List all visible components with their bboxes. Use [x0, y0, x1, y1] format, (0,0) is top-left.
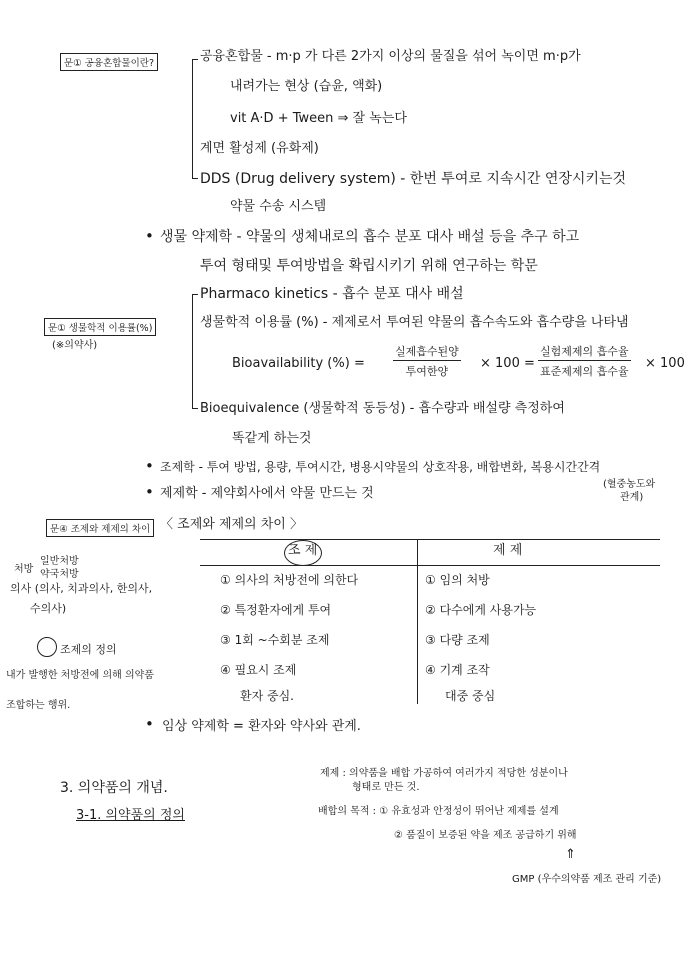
- right-note-arrow: ⇑: [565, 847, 576, 862]
- eutectic-line-4: 계면 활성제 (유화제): [200, 141, 319, 156]
- table-divider: [417, 539, 418, 704]
- pharmacokinetics-line: Pharmaco kinetics - 흡수 분포 대사 배설: [200, 286, 464, 302]
- clinical-pharmacy-line: 임상 약제학 = 환자와 약사와 관계.: [162, 719, 361, 734]
- right-note-1b: 형태로 만든 것.: [352, 782, 420, 793]
- dds-line: DDS (Drug delivery system) - 한번 투여로 지속시간 연장시키는것: [200, 171, 627, 187]
- right-note-1: 제제 : 의약품을 배합 가공하여 여러가지 적당한 성분이나: [320, 768, 568, 779]
- dispensing-line: 조제학 - 투여 방법, 용량, 투여시간, 병용시약물의 상호작용, 배합변화, 복용시간간격: [160, 460, 601, 474]
- formula-times-1: × 100 =: [480, 356, 535, 371]
- margin-note-act-2: 조합하는 행위.: [6, 700, 71, 711]
- margin-note-general: 일반처방: [40, 556, 79, 567]
- table-left-row-5: 환자 중심.: [240, 689, 294, 703]
- dds-line-2: 약물 수송 시스템: [230, 199, 327, 214]
- fraction-2: [538, 343, 631, 379]
- margin-note-vets: 수의사): [30, 602, 67, 615]
- margin-note-prescription: 처방: [14, 564, 34, 575]
- right-note-gmp: GMP (우수의약품 제조 관리 기준): [512, 874, 662, 885]
- margin-note-pharmacy: 약국처방: [40, 569, 79, 580]
- bullet-4: •: [145, 715, 154, 733]
- fraction-2-denominator: 표준제제의 흡수율: [540, 365, 629, 378]
- table-right-row-2: ② 다수에게 사용가능: [425, 603, 537, 617]
- table-left-row-4: ④ 필요시 조제: [220, 663, 297, 677]
- drug-concept-heading: 3. 의약품의 개념.: [60, 780, 168, 796]
- eutectic-line-1: 공융혼합물 - m·p 가 다른 2가지 이상의 물질을 섞어 녹이면 m·p가: [200, 49, 581, 64]
- bullet-1: •: [145, 227, 154, 245]
- right-note-3: ② 품질이 보증된 약을 제조 공급하기 위해: [394, 830, 577, 841]
- fraction-1-denominator: 투여한양: [405, 365, 449, 378]
- fraction-2-numerator: 실험제제의 흡수율: [538, 343, 631, 361]
- bracket-1: [192, 59, 193, 179]
- table-header-formulation: 제 제: [493, 543, 523, 558]
- eutectic-line-2: 내려가는 현상 (습윤, 액화): [230, 79, 383, 94]
- question-box-difference: 문④ 조제와 제제의 차이: [46, 519, 154, 537]
- fraction-1-numerator: 실제흡수된양: [393, 343, 461, 361]
- margin-note-doctors: 의사 (의사, 치과의사, 한의사,: [10, 582, 153, 595]
- question-box-bioavailability: 문① 생물학적 이용률(%): [44, 318, 156, 336]
- bioequivalence-line-2: 똑같게 하는것: [232, 431, 312, 446]
- side-note-1: (혈중농도와: [603, 479, 656, 490]
- formulation-line: 제제학 - 제약회사에서 약물 만드는 것: [160, 486, 374, 501]
- bullet-2: •: [145, 457, 154, 475]
- table-right-row-5: 대중 중심: [445, 689, 496, 703]
- formula-times-2: × 100: [645, 356, 685, 371]
- table-header-rule: [200, 565, 660, 566]
- fraction-1: [393, 343, 461, 379]
- bullet-3: •: [145, 483, 154, 501]
- table-left-row-3: ③ 1회 ~수회분 조제: [220, 633, 330, 647]
- table-right-row-4: ④ 기계 조작: [425, 663, 490, 677]
- table-title: 〈 조제와 제제의 차이 〉: [160, 517, 303, 532]
- right-note-2: 배합의 목적 : ① 유효성과 안정성이 뛰어난 제제를 설계: [318, 806, 559, 817]
- table-right-row-1: ① 임의 처방: [425, 573, 490, 587]
- question-box-eutectic: 문① 공융혼합물이란?: [60, 53, 158, 71]
- table-header-dispensing: 조 제: [288, 543, 318, 558]
- side-note-2: 관계): [620, 492, 644, 503]
- eutectic-line-3: vit A·D + Tween ⇒ 잘 녹는다: [230, 111, 407, 126]
- bioequivalence-line: Bioequivalence (생물학적 동등성) - 흡수량과 배설량 측정하여: [200, 401, 565, 416]
- margin-note-act: 내가 발행한 처방전에 의해 의약품: [6, 670, 154, 681]
- bioavailability-line: 생물학적 이용률 (%) - 제제로서 투여된 약물의 흡수속도와 흡수량을 나타냄: [200, 315, 629, 330]
- biopharm-line-2: 투여 형태및 투여방법을 확립시키기 위해 연구하는 학문: [200, 258, 538, 274]
- table-left-row-2: ② 특정환자에게 투여: [220, 603, 332, 617]
- star-circle-icon: [37, 637, 57, 657]
- drug-definition-subheading: 3-1. 의약품의 정의: [76, 808, 185, 823]
- table-left-row-1: ① 의사의 처방전에 의한다: [220, 573, 359, 587]
- table-top-rule: [200, 539, 660, 540]
- table-right-row-3: ③ 다량 조제: [425, 633, 490, 647]
- formula-lhs: Bioavailability (%) =: [232, 356, 365, 371]
- question-note: (※의약사): [52, 340, 98, 351]
- biopharm-line-1: 생물 약제학 - 약물의 생체내로의 흡수 분포 대사 배설 등을 추구 하고: [160, 229, 580, 245]
- margin-note-definition: 조제의 정의: [60, 643, 117, 656]
- bracket-2: [192, 294, 193, 409]
